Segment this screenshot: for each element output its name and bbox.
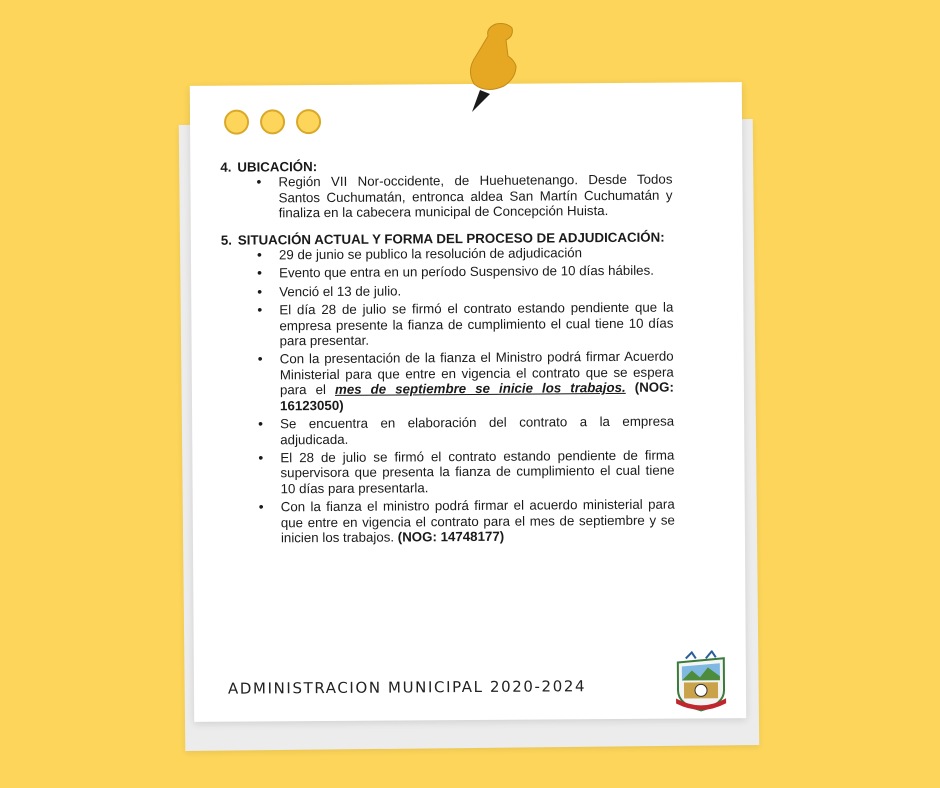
emphasis-text: mes de septiembre se inicie los trabajos.	[334, 380, 626, 398]
document-content	[220, 157, 675, 557]
section-situacion	[221, 229, 675, 546]
section-ubicacion	[220, 157, 672, 222]
list-item: • Venció el 13 de julio.	[279, 281, 673, 299]
dot-1	[224, 110, 249, 135]
section-title: UBICACIÓN:	[237, 159, 318, 175]
dot-2	[260, 109, 285, 134]
window-dots	[224, 109, 321, 135]
section-number: 5.	[220, 232, 233, 248]
item-text: Con la presentación de la fianza el Ministro podrá firmar Acuerdo Ministerial para que entre en vigencia el contrato que se espera para el	[279, 349, 674, 398]
list-item	[281, 497, 675, 546]
push-pin-icon	[456, 20, 528, 120]
bullet-list	[220, 172, 672, 221]
list-item: • 29 de junio se publico la resolución de adjudicación	[279, 245, 673, 263]
nog-code: (NOG: 14748177)	[397, 528, 505, 545]
item-text: Con la fianza el ministro podrá firmar el acuerdo ministerial para que entre en vigencia el contrato para el mes de septiembre y se inicien los trabajos.	[280, 496, 675, 546]
list-item: • Región VII Nor-occidente, de Huehuetenango. Desde Todos Santos Cuchumatán, entronca aldea San Martín Cuchumatán y finaliza en la cabecera municipal de Concepción Huista.	[278, 172, 672, 221]
list-item: • Se encuentra en elaboración del contrato a la empresa adjudicada.	[280, 414, 674, 448]
bullet-list	[221, 245, 675, 546]
list-item	[280, 349, 674, 413]
nog-code: (NOG: 16123050)	[279, 379, 674, 413]
list-item: • Evento que entra en un período Suspensivo de 10 días hábiles.	[279, 263, 673, 281]
municipal-crest-logo	[672, 650, 730, 712]
footer-label: ADMINISTRACION MUNICIPAL 2020-2024	[227, 677, 587, 698]
note-paper	[190, 82, 746, 722]
section-number: 4.	[220, 159, 232, 175]
dot-3	[296, 109, 321, 134]
section-title: SITUACIÓN ACTUAL Y FORMA DEL PROCESO DE ADJUDICACIÓN:	[237, 229, 665, 248]
list-item: • El 28 de julio se firmó el contrato estando pendiente de firma supervisora que presenta la fianza de cumplimiento el cual tiene 10 días para presentarla.	[280, 447, 674, 496]
list-item: • El día 28 de julio se firmó el contrato estando pendiente que la empresa presente la fianza de cumplimiento el cual tiene 10 días para presentar.	[279, 300, 673, 349]
